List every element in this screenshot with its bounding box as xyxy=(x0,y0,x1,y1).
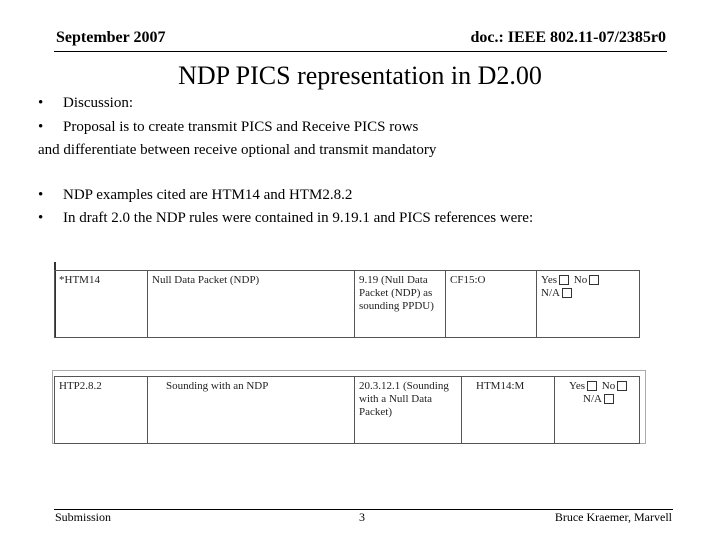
pics-support xyxy=(555,377,640,444)
pics-description: Null Data Packet (NDP) xyxy=(148,271,355,338)
pics-table-2 xyxy=(54,376,640,444)
pics-support xyxy=(537,271,640,338)
support-na-label: N/A xyxy=(583,393,602,405)
page-number: 3 xyxy=(359,510,365,524)
pics-item: *HTM14 xyxy=(55,271,148,338)
support-yes-label: Yes xyxy=(541,274,558,286)
slide-title: NDP PICS representation in D2.00 xyxy=(178,61,542,90)
bullet-ndp-examples: NDP examples cited are HTM14 and HTM2.8.2 xyxy=(63,187,353,203)
header-doc-id: doc.: IEEE 802.11-07/2385r0 xyxy=(470,29,666,46)
table-row xyxy=(55,377,640,444)
pics-status: HTM14:M xyxy=(462,377,555,444)
na-checkbox xyxy=(604,394,614,404)
support-na-label: N/A xyxy=(541,287,560,299)
yes-checkbox xyxy=(559,275,569,285)
bullet-marker: • xyxy=(38,210,44,226)
bullet-proposal: Proposal is to create transmit PICS and Receive PICS rows xyxy=(63,119,419,135)
yes-checkbox xyxy=(587,381,597,391)
bullet-marker: • xyxy=(38,187,44,203)
header-date: September 2007 xyxy=(56,29,166,46)
no-checkbox xyxy=(589,275,599,285)
bullet-draft-references: In draft 2.0 the NDP rules were contained in 9.19.1 and PICS references were: xyxy=(63,210,534,226)
support-no-label: No xyxy=(573,274,588,286)
pics-table-1 xyxy=(54,270,640,338)
pics-description: Sounding with an NDP xyxy=(148,377,355,444)
footer-submission: Submission xyxy=(55,510,112,524)
table-row xyxy=(55,271,640,338)
pics-reference: 9.19 (Null Data Packet (NDP) as sounding PPDU) xyxy=(355,271,446,338)
support-yes-label: Yes xyxy=(569,380,586,392)
na-checkbox xyxy=(562,288,572,298)
no-checkbox xyxy=(617,381,627,391)
pics-status: CF15:O xyxy=(446,271,537,338)
footer-author: Bruce Kraemer, Marvell xyxy=(554,510,672,524)
bullet-marker: • xyxy=(38,119,44,135)
proposal-continuation: and differentiate between receive optional and transmit mandatory xyxy=(38,142,437,158)
bullet-marker: • xyxy=(38,95,44,111)
bullet-discussion: Discussion: xyxy=(63,95,134,111)
header-divider xyxy=(54,51,667,52)
support-no-label: No xyxy=(601,380,616,392)
pics-reference: 20.3.12.1 (Sounding with a Null Data Packet) xyxy=(355,377,462,444)
pics-item: HTP2.8.2 xyxy=(55,377,148,444)
